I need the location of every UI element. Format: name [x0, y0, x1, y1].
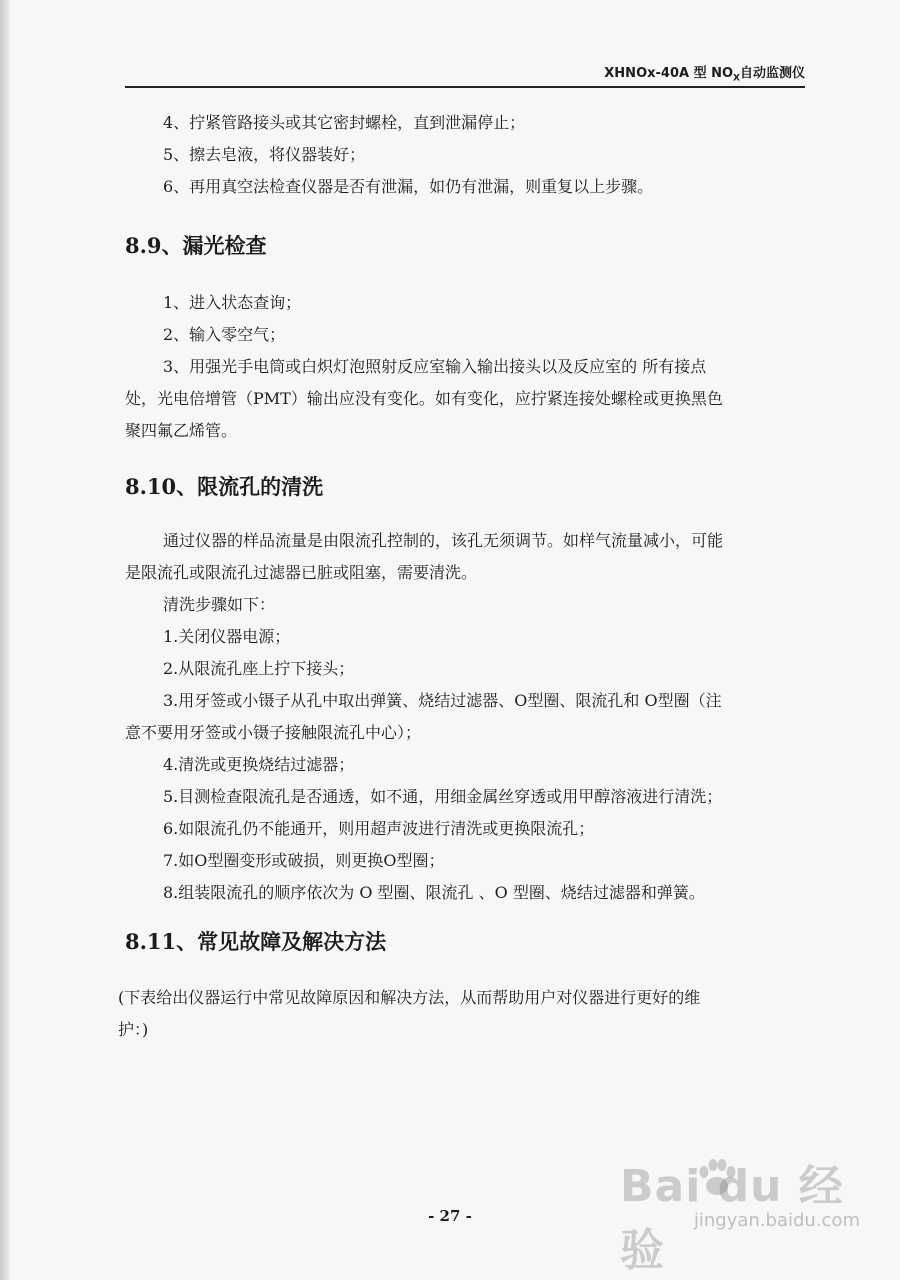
heading-8-11: 8.11、常见故障及解决方法 — [125, 929, 387, 954]
prev-step-6: 6、再用真空法检查仪器是否有泄漏，如仍有泄漏，则重复以上步骤。 — [163, 177, 654, 196]
header-suffix: 自动监测仪 — [739, 66, 805, 81]
s810-step-2: 2.从限流孔座上拧下接头； — [163, 659, 355, 678]
s811-intro-2: 护：) — [118, 1020, 149, 1039]
s89-step-3b: 处，光电倍增管（PMT）输出应没有变化。如有变化，应拧紧连接处螺栓或更换黑色 — [125, 389, 723, 408]
s810-intro-1: 通过仪器的样品流量是由限流孔控制的，该孔无须调节。如样气流量减小，可能 — [163, 531, 724, 550]
s810-step-4: 4.清洗或更换烧结过滤器； — [163, 755, 355, 774]
s810-intro-3: 清洗步骤如下： — [163, 595, 276, 614]
watermark-url: jingyan.baidu.com — [693, 1210, 860, 1231]
s810-step-8: 8.组装限流孔的顺序依次为 O 型圈、限流孔 、O 型圈、烧结过滤器和弹簧。 — [163, 883, 705, 902]
s810-intro-2: 是限流孔或限流孔过滤器已脏或阻塞，需要清洗。 — [125, 563, 478, 582]
prev-step-5: 5、擦去皂液，将仪器装好； — [163, 145, 366, 164]
heading-8-10: 8.10、限流孔的清洗 — [125, 474, 324, 499]
s810-step-3a: 3.用牙签或小镊子从孔中取出弹簧、烧结过滤器、O型圈、限流孔和 O型圈（注 — [163, 691, 722, 710]
s89-step-1: 1、进入状态查询； — [163, 293, 302, 312]
header-sub: X — [733, 73, 740, 84]
page-header — [125, 62, 805, 88]
s810-step-6: 6.如限流孔仍不能通开，则用超声波进行清洗或更换限流孔； — [163, 819, 595, 838]
s810-step-3b: 意不要用牙签或小镊子接触限流孔中心）； — [125, 723, 422, 742]
page-number: - 27 - — [428, 1207, 472, 1225]
header-model: XHNOx-40A 型 NO — [604, 66, 734, 81]
s89-step-3a: 3、用强光手电筒或白炽灯泡照射反应室输入输出接头以及反应室的 所有接点 — [163, 357, 707, 376]
heading-8-9: 8.9、漏光检查 — [125, 233, 267, 258]
baidu-watermark — [620, 1150, 860, 1276]
s810-step-7: 7.如O型圈变形或破损，则更换O型圈； — [163, 851, 445, 870]
s89-step-3c: 聚四氟乙烯管。 — [125, 421, 238, 440]
s89-step-2: 2、输入零空气； — [163, 325, 286, 344]
s810-step-1: 1.关闭仪器电源； — [163, 627, 291, 646]
watermark-logo: Bai du 经验 — [620, 1161, 844, 1276]
s810-step-5: 5.目测检查限流孔是否通透，如不通，用细金属丝穿透或用甲醇溶液进行清洗； — [163, 787, 723, 806]
scan-edge — [0, 0, 10, 1280]
s811-intro-1: (下表给出仪器运行中常见故障原因和解决方法，从而帮助用户对仪器进行更好的维 — [118, 988, 701, 1007]
prev-step-4: 4、拧紧管路接头或其它密封螺栓，直到泄漏停止； — [163, 113, 526, 132]
